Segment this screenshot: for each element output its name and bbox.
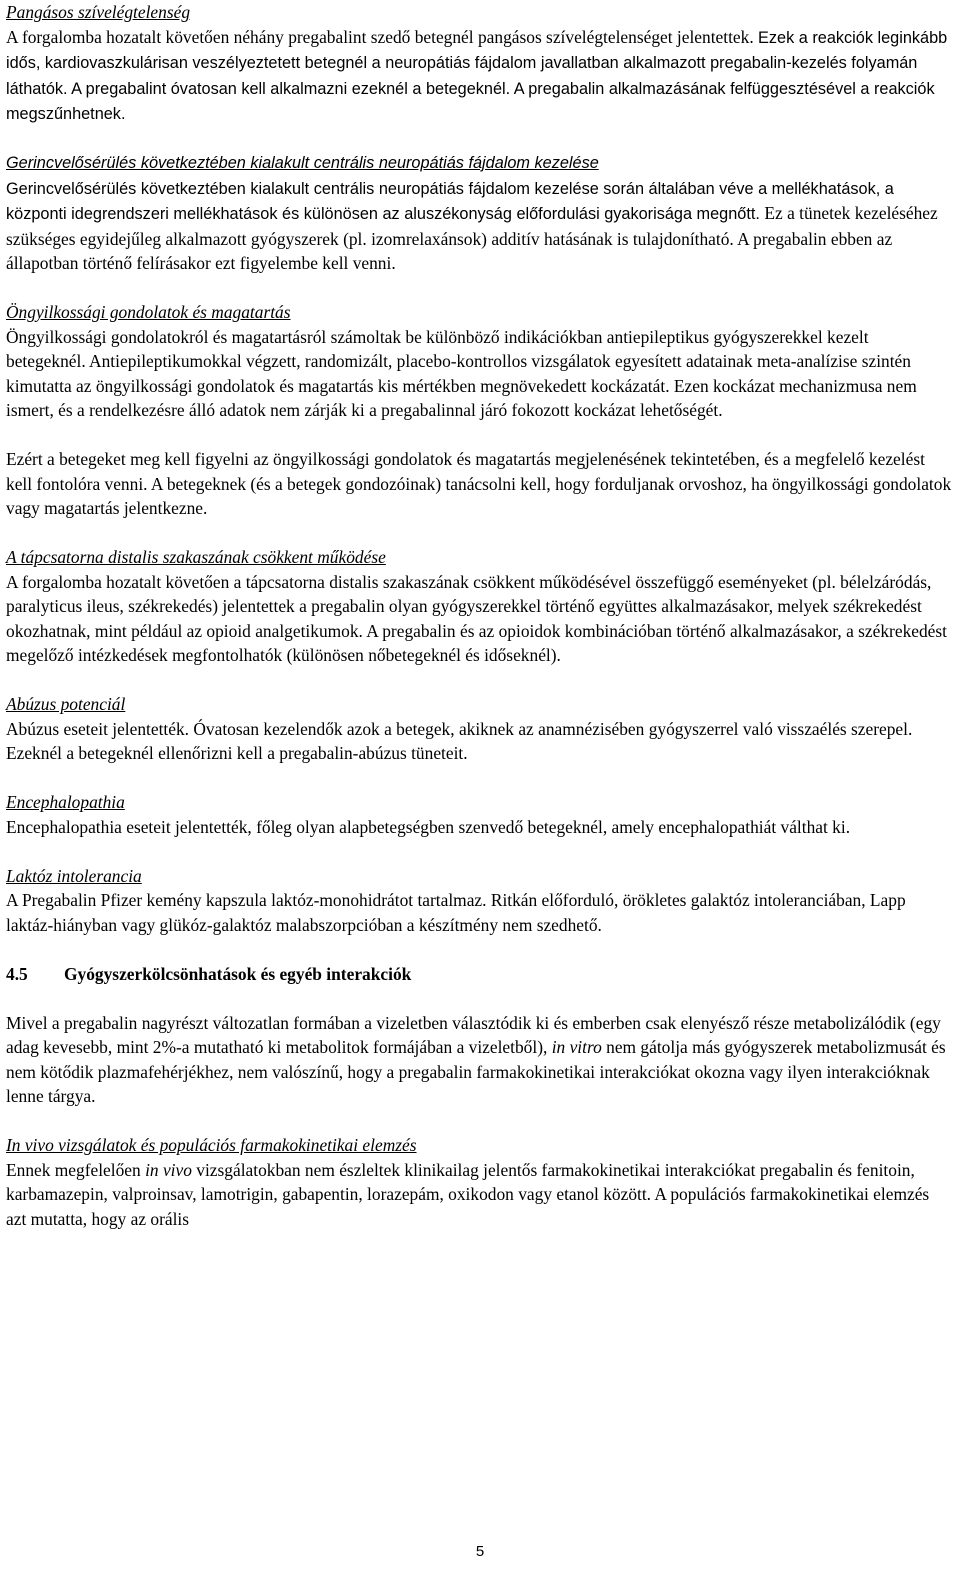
section-body-emphasis: in vitro: [551, 1037, 602, 1057]
section-body-part: Ezek a reakciók leginkább idős, kardiovaszkulárisan veszélyeztetett betegnél a neuropátiás fájdalom javallatban alkalmazott pregabalin-kezelés folyamán láthatók. A pregabalint óvatosan kell alkalmazni ezeknél a betegeknél. A pregabalin alkalmazásának felfüggesztésével a reakciók megszűnhetnek.: [6, 28, 948, 123]
section-body: A forgalomba hozatalt követően a tápcsatorna distalis szakaszának csökkent működésével összefüggő eseményeket (pl. bélelzáródás, paralyticus ileus, székrekedés) jelentettek a pregabalin olyan gyógyszerekkel történő együttes alkalmazásakor, melyek székrekedést okozhatnak, mint például az opioid analgetikumok. A pregabalin és az opioidok kombinációban történő alkalmazásakor, a székrekedést megelőző intézkedések megfontolhatók (különösen nőbetegeknél és időseknél).: [6, 571, 947, 665]
section-heading: Abúzus potenciál: [6, 694, 126, 714]
section-body: [6, 176, 952, 276]
section-number: 4.5: [6, 963, 28, 984]
section-body: [6, 1011, 952, 1109]
section-body-part: Gerincvelősérülés következtében kialakult centrális neuropátiás fájdalom kezelése során általában véve a mellékhatások, a központi idegrendszeri mellékhatások és különösen az aluszékonyság előfordulási gyakorisága megnőtt.: [6, 179, 894, 223]
section-body-part: Ennek megfelelően: [6, 1159, 146, 1180]
section-title: Gyógyszerkölcsönhatások és egyéb interakciók: [64, 963, 412, 984]
section-body-part: Ez a tünetek kezeléséhez szükséges egyidejűleg alkalmazott gyógyszerek (pl. izomrelaxánsok) additív hatásának is tulajdonítható. A pregabalin ebben az állapotban történő felírásakor ezt figyelembe kell venni.: [6, 203, 938, 273]
section-body: Ezért a betegeket meg kell figyelni az öngyilkossági gondolatok és magatartás megjelenésének tekintetében, és a megfelelő kezelést kell fontolóra venni. A betegeknek (és a betegek gondozóinak) tanácsolni kell, hogy forduljanak orvoshoz, ha öngyilkossági gondolatok vagy magatartás jelentkezne.: [6, 449, 952, 518]
section-heart-failure: [6, 0, 952, 127]
section-body-part: nem gátolja más gyógyszerek metabolizmusát és nem kötődik plazmafehérjékhez, nem valószínű, hogy a pregabalin farmakokinetikai interakciókat okozna vagy ilyen interakcióknak lenne tárgya.: [6, 1037, 946, 1106]
section-heading: Encephalopathia: [6, 792, 125, 812]
section-heading: Laktóz intolerancia: [6, 865, 142, 886]
section-body: [6, 25, 952, 127]
section-body: Abúzus eseteit jelentették. Óvatosan kezelendők azok a betegek, akiknek az anamnézisében gyógyszerrel való visszaélés szerepel. Ezeknél a betegeknél ellenőrizni kell a pregabalin-abúzus tüneteit.: [6, 718, 913, 763]
section-heading: Gerincvelősérülés következtében kialakult centrális neuropátiás fájdalom kezelése: [6, 154, 599, 172]
section-body-part: A forgalomba hozatalt követően néhány pregabalint szedő betegnél pangásos szívelégtelenséget jelentettek.: [6, 26, 759, 47]
section-body: A Pregabalin Pfizer kemény kapszula laktóz-monohidrátot tartalmaz. Ritkán előforduló, örökletes galaktóz intoleranciában, Lapp laktáz-hiányban vagy glükóz-galaktóz malabszorpcióban a készítmény nem szedhető.: [6, 890, 906, 935]
numbered-section-heading: [6, 962, 952, 987]
section-heading: In vivo vizsgálatok és populációs farmakokinetikai elemzés: [6, 1135, 417, 1155]
section-in-vivo: [6, 1133, 952, 1231]
page-number: 5: [475, 1543, 485, 1560]
section-heading: Öngyilkossági gondolatok és magatartás: [6, 302, 291, 322]
section-suicidal: [6, 300, 952, 521]
section-heading: A tápcsatorna distalis szakaszának csökkent működése: [6, 547, 386, 567]
section-spinal-cord: [6, 151, 952, 276]
section-body: Encephalopathia eseteit jelentették, főleg olyan alapbetegségben szenvedő betegeknél, amely encephalopathiát válthat ki.: [6, 816, 851, 837]
section-heading: Pangásos szívelégtelenség: [6, 2, 191, 22]
section-body-part: Mivel a pregabalin nagyrészt változatlan formában a vizeletben választódik ki és emberben csak elenyésző része metabolizálódik (egy adag kevesebb, mint 2%-a mutatható ki metabolitok formájában a vizeletből),: [6, 1012, 941, 1057]
section-body: [6, 1158, 952, 1232]
section-body-part: vizsgálatokban nem észleltek klinikailag jelentős farmakokinetikai interakciókat pregabalin és fenitoin, karbamazepin, valproinsav, lamotrigin, gabapentin, lorazepám, oxikodon vagy etanol között. A populációs farmakokinetikai elemzés azt mutatta, hogy az orális: [6, 1159, 930, 1229]
section-interactions: [6, 1011, 952, 1109]
section-body: Öngyilkossági gondolatokról és magatartásról számoltak be különböző indikációkban antiepileptikus gyógyszerekkel kezelt betegeknél. Antiepileptikumokkal végzett, randomizált, placebo-kontrollos vizsgálatok egyesített adatainak meta-analízise szintén kimutatta az öngyilkossági gondolatok és magatartás kis mértékben megnövekedett kockázatát. Ezen kockázat mechanizmusa nem ismert, és a rendelkezésre álló adatok nem zárják ki a pregabalinnal járó fokozott kockázat lehetőségét.: [6, 326, 917, 420]
document-page: [6, 0, 952, 1231]
section-gi-tract: [6, 545, 952, 668]
section-encephalopathy: [6, 790, 952, 839]
section-body-emphasis: in vivo: [145, 1159, 192, 1180]
section-lactose: [6, 864, 952, 938]
section-abuse: [6, 692, 952, 766]
